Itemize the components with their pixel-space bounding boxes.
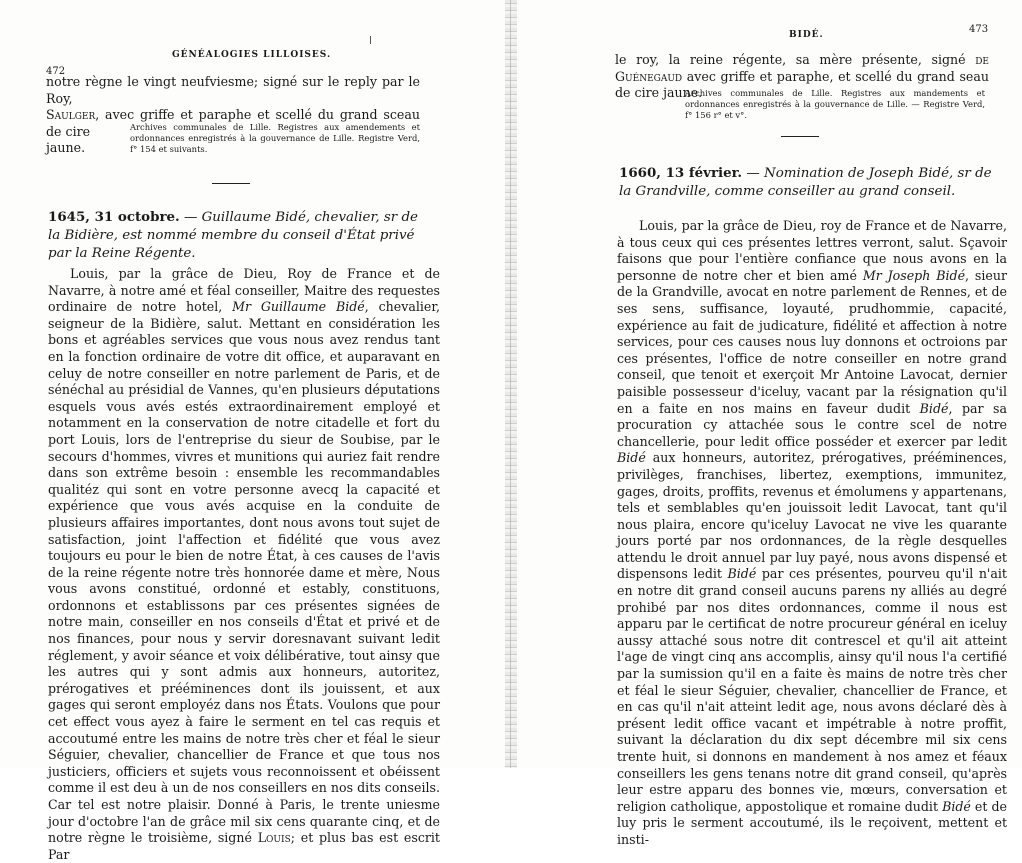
right-page [517, 0, 1022, 847]
right-body-e: par ces présentes, pourveu qu'il n'ait en notre dit grand conseil aucuns parens ny alliés au degré prohibé par nos dites ordonnances, comme il nous est apparu par le certificat de notre procureur général en iceluy aussy attaché sous notre dit contrescel et qu'il ait atteint l'age de vingt cinq ans accomplis, ainsy qu'il nous l'a certifié par la sumission qu'il en a faite ès mains de notre très cher et féal le sieur Séguier, chevalier, chancellier de France, et en cas qu'il n'ait atteint ledit age, nous avons déclaré dès à présent ledit office vacant et impétrable à notre proffit, suivant la déclaration du dix sept décembre mil six cens trente huit, si donnons en mandement à nos amez et féaux conseillers les gens tenans notre dit grand conseil, qu'après leur estre apparu des bonnes vie, mœurs, conversation et religion catholique, appostolique et romaine dudit [617, 566, 1007, 814]
left-body-rest: , chevalier, seigneur de la Bidière, salut. Mettant en considération les bons et agréables services que vous nous avez rendus tant en la fonction ordinaire de votre dit office, et auparavant en celuy de notre conseiller en notre parlement de Paris, et de sénéchal au présidial de Vannes, qu'en plusieurs députations esquels vous avés estés extraordinairement employé et notamment en la conservation de notre citadelle et fort du port Louis, lors de l'entreprise du sieur de Soubise, par le secours d'hommes, vivres et munitions qui auriez fait rendre dans son extrême besoin : ensemble les recommandables qualitéz qui sont en votre personne avecq la capacité et expérience que vous avés acquise en la conduite de plusieurs affaires importantes, dont nous avons tout sujet de satisfaction, joint l'affection et fidélité que vous avez toujours eu pour le bien de notre État, à ces causes de l'avis de la reine régente notre très honnorée dame et mère, Nous vous avons constitué, ordonné et estably, constituons, ordonnons et establissons par ces présentes signées de notre main, conseiller en nos conseils d'État et privé et de nos finances, pour nous y servir doresnavant suivant ledit réglement, y avoir séance et voix délibérative, tout ainsy que les autres qui y sont admis aux honneurs, autoritez, prérogatives et prééminences dont ils jouissent, et aux gages qui seront employéz dans nos États. Voulons que pour cet effect vous ayez à faire le serment en tel cas requis et accoutumé entre les mains de notre très cher et féal le sieur Séguier, chevalier, chancellier de France et que tous nos justiciers, officiers et sujets vous reconnoissent et obéissent comme il est deu à un de nos conseillers en nos dits conseils. Car tel est notre plaisir. Donné à Paris, le trente uniesme jour d'octobre l'an de grâce mil six cens quarante cinq, et de notre règne le troisième, signé [48, 299, 440, 846]
right-separator-rule [781, 136, 819, 137]
left-entry-date: 1645, 31 octobre. [48, 209, 180, 225]
left-entry-title: — Guillaume Bidé, chevalier, sr de la Bidière, est nommé membre du conseil d'État privé par la Reine Régente. [48, 210, 418, 261]
left-page [0, 0, 505, 862]
cont-line3: jaune. [46, 140, 86, 156]
cont-line1: notre règne le vingt neufviesme; signé sur le reply par le Roy, [46, 74, 420, 106]
left-body-louis: Louis [257, 830, 291, 846]
left-body-end: ; et plus bas est escrit Par [48, 830, 440, 862]
signer-guenegaud: de Guénegaud [615, 52, 989, 84]
right-entry-date: 1660, 13 février. [619, 165, 743, 181]
gutter-mark [370, 36, 371, 44]
right-running-head: BIDÉ. [789, 30, 824, 40]
left-separator-rule [212, 183, 250, 184]
left-body-name: Mr Guillaume Bidé [232, 299, 365, 315]
left-body-start: Louis, par la grâce de Dieu, Roy de France et de Navarre, à notre amé et féal conseiller, Maitre des requestes ordinaire de notre hotel, [48, 266, 440, 315]
cont-line2: , avec griffe et paraphe et scellé du grand sceau de cire [46, 107, 420, 139]
left-entry-heading [48, 208, 418, 263]
right-body [617, 218, 1007, 849]
right-body-name4: Bidé [727, 566, 757, 582]
right-source-note: Archives communales de Lille. Registres aux mandements et ordonnances enregistrés à la gouvernance de Lille. — Registre Verd, f° 156 r° et v°. [685, 88, 985, 120]
right-body-b: , sieur de la Grandville, avocat en notre parlement de Rennes, et de ses sens, suffisance, loyauté, prudhommie, capacité, expérience au fait de judicature, fidélité et affection à notre services, pour ces causes nous luy donnons et octroions par ces présentes, l'office de notre conseiller en notre grand conseil, que tenoit et exerçoit Mr Antoine Lavocat, dernier paisible possesseur d'iceluy, vacant par la résignation qu'il en a faite en nos mains en faveur dudit [617, 267, 1007, 416]
right-cont-b: avec griffe et paraphe, et scellé du grand seau de cire jaune. [615, 68, 989, 101]
right-cont-a: le roy, la reine régente, sa mère présente, signé [615, 52, 976, 67]
signer-saulger: Saulger [46, 107, 96, 123]
right-body-name3: Bidé [617, 450, 646, 466]
right-entry-title: — Nomination de Joseph Bidé, sr de la Grandville, comme conseiller au grand conseil. [619, 166, 992, 199]
right-body-d: aux honneurs, autoritez, prérogatives, prééminences, privilèges, franchises, libertez, exemptions, immunitez, gages, droits, proffits, revenus et émolumens y appartenans, tels et semblables qu'en jouissoit ledit Lavocat, tant qu'il nous plaira, encore qu'iceluy Lavocat ne vive les quarante jours porté par nos ordonnances, de la règle desquelles attendu le droit annuel par luy payé, nous avons dispensé et dispensons ledit [617, 450, 1007, 582]
left-body [48, 266, 440, 863]
right-body-a: Louis, par la grâce de Dieu, roy de France et de Navarre, à tous ceux qui ces présentes lettres verront, salut. Sçavoir faisons que pour l'entière confiance que nous avons en la personne de notre cher et bien amé [617, 218, 1007, 283]
right-entry-heading [619, 164, 995, 201]
right-body-name1: Mr Joseph Bidé [862, 267, 966, 283]
right-page-number: 473 [969, 24, 989, 35]
left-source-note: Archives communales de Lille. Registres aux amendements et ordonnances enregistrés à la gouvernance de Lille. Registre Verd, f° 154 et suivants. [130, 122, 420, 154]
right-body-name5: Bidé [942, 798, 971, 814]
left-running-head: GÉNÉALOGIES LILLOISES. [172, 50, 332, 60]
left-page-number: 472 [46, 66, 66, 77]
book-gutter [505, 0, 517, 768]
right-body-c: , par sa procuration cy attachée sous le contre scel de notre chancellerie, pour ledit office posséder et exercer par ledit [617, 400, 1007, 449]
right-body-name2: Bidé [919, 400, 949, 416]
right-body-f: et de luy pris le serment accoutumé, ils le reçoivent, mettent et insti- [617, 798, 1007, 847]
